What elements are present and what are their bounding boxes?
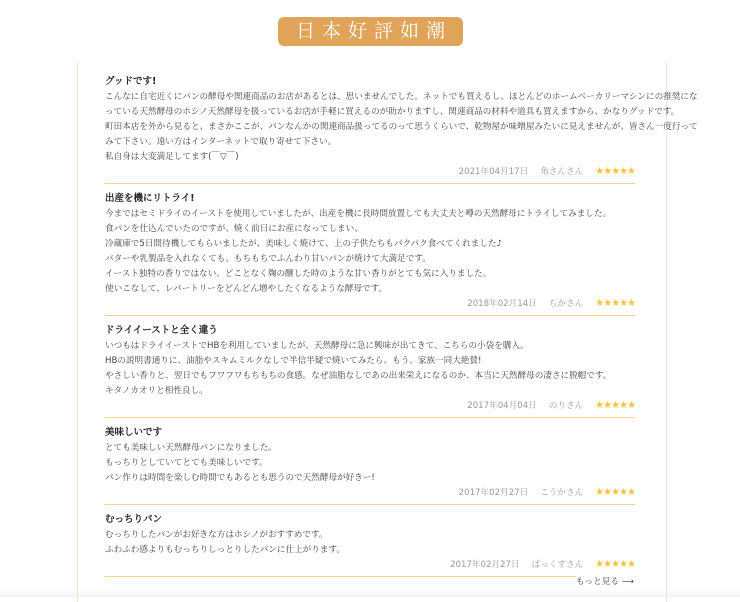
section-title-badge: 日本好評如潮 (278, 17, 463, 46)
review-list (105, 74, 698, 584)
review-title: むっちりパン (105, 514, 163, 525)
review-body (105, 339, 635, 399)
review-line: 使いこなして、レパートリーをどんどん増やしたくなるような酵母です。 (105, 284, 388, 294)
arrow-right-icon: ⟶ (621, 577, 634, 587)
star-rating-icon: ★★★★★ (595, 559, 635, 570)
review-body (105, 441, 635, 486)
review-line: ふわふわ感よりもむっちりしっとりしたパンに仕上がります。 (105, 545, 345, 555)
review-line: 冷蔵庫で5日間待機してもらいましたが、美味しく焼けて、上の子供たちもパクパク食べてくれました♪ (105, 239, 502, 249)
review-author: 角さんさん (540, 167, 584, 177)
review-author: こうかさん (540, 488, 584, 498)
review-line: とても美味しい天然酵母パンになりました。 (105, 443, 277, 453)
review-item (105, 74, 698, 184)
review-body (105, 528, 635, 558)
review-date: 2018年02月14日 (467, 299, 537, 309)
review-footer (105, 399, 635, 413)
review-item (105, 191, 635, 316)
review-line: っている天然酵母のホシノ天然酵母を扱っているお店が手軽に買えるのが助かりますし、関連商品の材料や道具も買えますから、かなりグッドです。 (105, 107, 680, 117)
review-item (105, 323, 635, 418)
review-title: 美味しいです (105, 427, 163, 438)
review-line: もっちりとしていてとても美味しいです。 (105, 458, 268, 468)
review-line: やさしい香りと、翌日でもフワフワもちもちの食感。なぜ油脂なしであの出来栄えになるのか、本当に天然酵母の凄さに脱帽です。 (105, 371, 612, 381)
review-line: パン作りは時間を楽しむ時間でもあるとも思うので天然酵母が好きー! (105, 473, 375, 483)
review-line: 食パンを仕込んでいたのですが、焼く前日にお産になってしまい、 (105, 224, 363, 234)
review-line: バターや乳製品を入れなくても、もちもちでふんわり甘いパンが焼けて大満足です。 (105, 254, 431, 264)
review-line: 今まではセミドライのイーストを使用していましたが、出産を機に長時間放置しても大丈夫と噂の天然酵母にトライしてみました。 (105, 209, 612, 219)
review-line: こんなに自宅近くにパンの酵母や関連商品のお店があるとは、思いませんでした。ネットでも買えるし、ほとんどのホームベーカリーマシンにの推奨にな (105, 92, 698, 102)
review-line: イースト独特の香りではない、どことなく麹の醸した時のような甘い香りがとても気に入りました。 (105, 269, 492, 279)
review-title: 出産を機にリトライ! (105, 193, 195, 204)
review-line: 私自身は大変満足してます(￣▽￣) (105, 152, 239, 162)
review-title: ドライイーストと全く違う (105, 325, 218, 336)
review-line: キタノカオリと相性良し。 (105, 386, 208, 396)
review-item (105, 425, 635, 505)
review-date: 2017年04月04日 (467, 401, 537, 411)
review-item (105, 512, 635, 577)
review-line: HBの説明書通りに、油脂やスキムミルクなしで半信半疑で焼いてみたら、もう、家族一同大絶賛! (105, 356, 482, 366)
star-rating-icon: ★★★★★ (595, 298, 635, 309)
review-line: むっちりしたパンがお好きな方はホシノがおすすめです。 (105, 530, 328, 540)
review-line: いつもはドライイーストでHBを利用していましたが、天然酵母に急に興味が出てきて、こちらの小袋を購入。 (105, 341, 529, 351)
star-rating-icon: ★★★★★ (595, 166, 635, 177)
review-body (105, 207, 635, 297)
review-title: グッドです! (105, 76, 157, 87)
star-rating-icon: ★★★★★ (595, 400, 635, 411)
review-author: ちかさん (548, 299, 584, 309)
review-line: みて下さい。遠い方はインターネットで取り寄せて下さい。 (105, 137, 337, 147)
review-footer (105, 297, 635, 311)
review-author: のりさん (548, 401, 584, 411)
review-date: 2021年04月17日 (458, 167, 529, 177)
more-link[interactable]: もっと見る ⟶ (575, 577, 634, 587)
review-date: 2017年02月27日 (450, 560, 520, 570)
review-body (105, 90, 698, 165)
review-footer (105, 486, 635, 500)
review-author: ぱっくすさん (531, 560, 584, 570)
review-footer (105, 558, 635, 572)
star-rating-icon: ★★★★★ (595, 487, 635, 498)
review-line: 町田本店を外から見ると、まさかここが、パンなんかの関連商品扱ってるのって思うくらいで、乾物屋か味噌屋みたいに見えませんが、皆さん一度行って (105, 122, 698, 132)
review-footer (105, 165, 635, 179)
review-date: 2017年02月27日 (458, 488, 529, 498)
